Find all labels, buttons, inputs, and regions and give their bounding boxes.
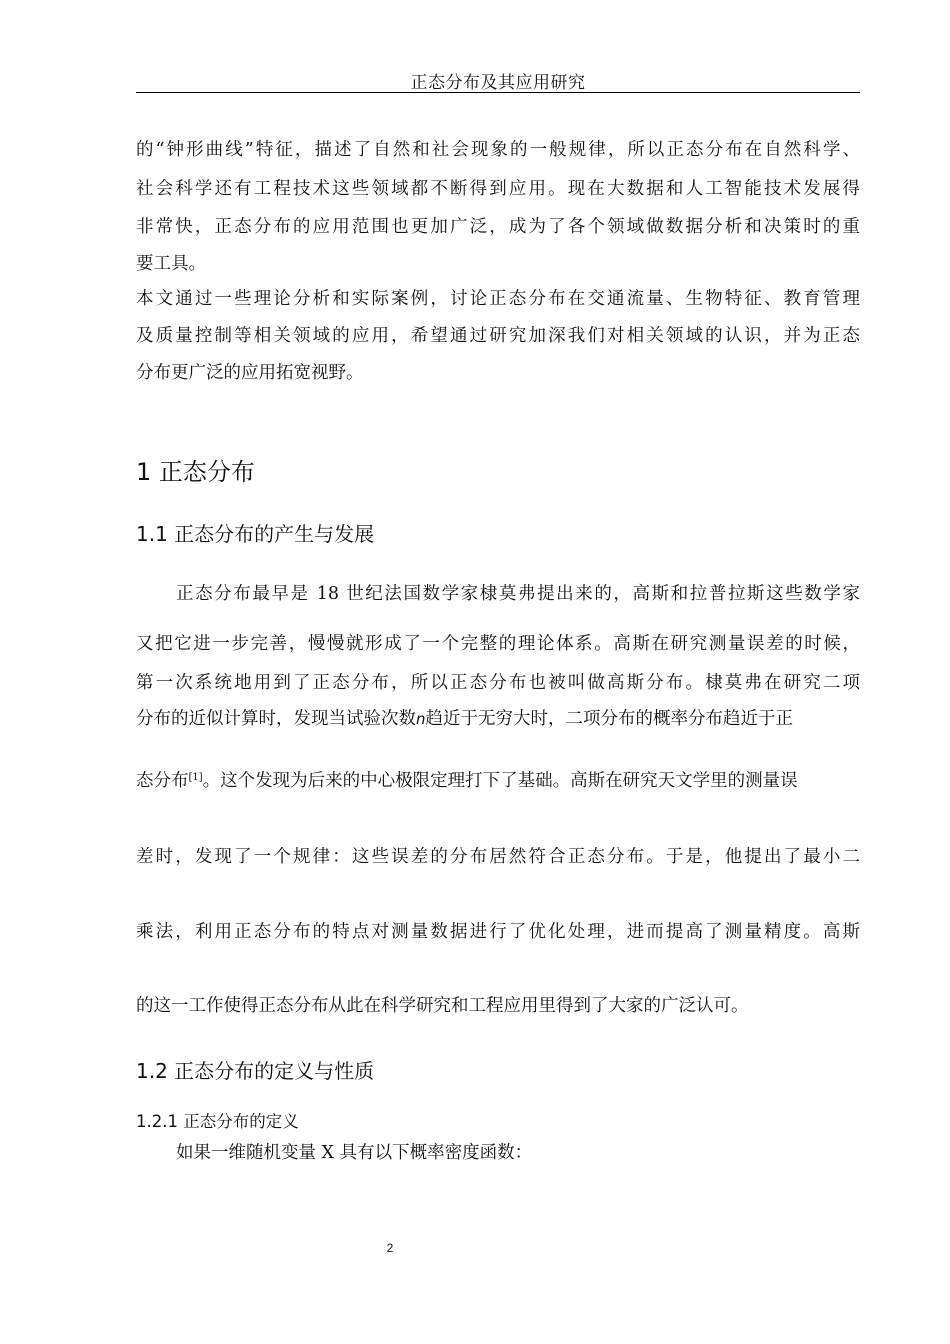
section-1-1-line-8: 的这一工作使得正态分布从此在科学研究和工程应用里得到了大家的广泛认可。 xyxy=(136,996,749,1016)
intro-line-3: 非常快，正态分布的应用范围也更加广泛，成为了各个领域做数据分析和决策时的重 xyxy=(136,217,860,237)
intro-line-5: 本文通过一些理论分析和实际案例，讨论正态分布在交通流量、生物特征、教育管理 xyxy=(136,289,860,309)
running-header-title: 正态分布及其应用研究 xyxy=(410,73,586,93)
section-1-heading: 1 正态分布 xyxy=(136,458,255,486)
section-1-2-heading: 1.2 正态分布的定义与性质 xyxy=(136,1059,375,1083)
citation-ref-1[interactable]: [1] xyxy=(188,772,203,783)
intro-line-6: 及质量控制等相关领域的应用，希望通过研究加深我们对相关领域的认识，并为正态 xyxy=(136,326,860,346)
page-number: 2 xyxy=(386,1241,394,1255)
line-4-text-b: 趋近于无穷大时，二项分布的概率分布趋近于正 xyxy=(425,709,794,729)
intro-line-2: 社会科学还有工程技术这些领域都不断得到应用。现在大数据和人工智能技术发展得 xyxy=(136,179,860,199)
section-1-1-line-2: 又把它进一步完善，慢慢就形成了一个完整的理论体系。高斯在研究测量误差的时候， xyxy=(136,634,860,654)
section-1-2-1-line-1: 如果一维随机变量 X 具有以下概率密度函数： xyxy=(176,1143,533,1163)
intro-line-7: 分布更广泛的应用拓宽视野。 xyxy=(136,363,364,383)
line-5-text-b: 。这个发现为后来的中心极限定理打下了基础。高斯在研究天文学里的测量误 xyxy=(202,771,798,791)
intro-line-1: 的“钟形曲线”特征，描述了自然和社会现象的一般规律，所以正态分布在自然科学、 xyxy=(136,140,860,160)
section-1-1-line-3: 第一次系统地用到了正态分布，所以正态分布也被叫做高斯分布。棣莫弗在研究二项 xyxy=(136,673,860,693)
line-4-text-a: 分布的近似计算时，发现当试验次数 xyxy=(136,709,416,729)
section-1-1-line-1: 正态分布最早是 18 世纪法国数学家棣莫弗提出来的，高斯和拉普拉斯这些数学家 xyxy=(176,584,860,604)
variable-n: n xyxy=(416,710,426,728)
intro-line-4: 要工具。 xyxy=(136,254,206,274)
section-1-1-heading: 1.1 正态分布的产生与发展 xyxy=(136,522,375,546)
section-1-1-line-6: 差时，发现了一个规律：这些误差的分布居然符合正态分布。于是，他提出了最小二 xyxy=(136,847,860,867)
section-1-1-line-5 xyxy=(136,769,860,793)
section-1-1-line-4 xyxy=(136,707,860,731)
header-rule xyxy=(136,92,860,93)
section-1-1-line-7: 乘法，利用正态分布的特点对测量数据进行了优化处理，进而提高了测量精度。高斯 xyxy=(136,922,860,942)
line-5-text-a: 态分布 xyxy=(136,771,189,791)
section-1-2-1-heading: 1.2.1 正态分布的定义 xyxy=(136,1112,299,1131)
